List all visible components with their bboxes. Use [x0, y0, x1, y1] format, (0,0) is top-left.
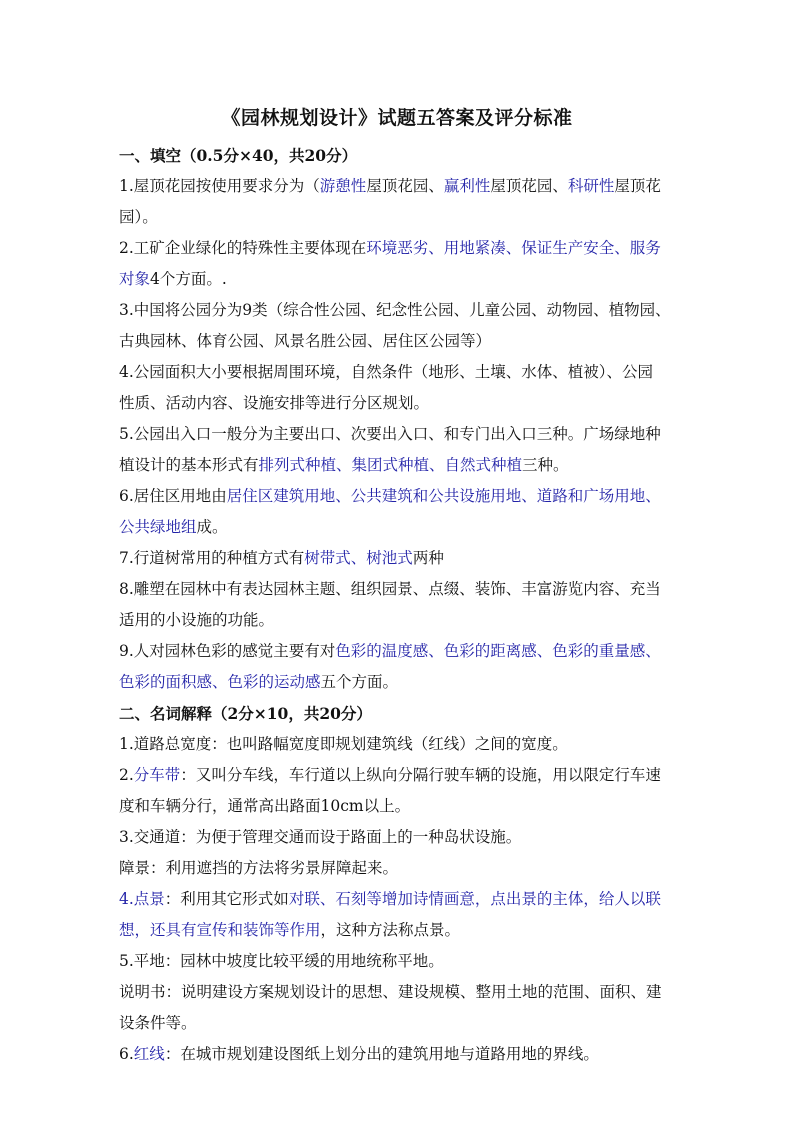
text-line [119, 419, 679, 450]
text-line [119, 636, 679, 667]
answer-highlight: 游憩性 [319, 177, 367, 195]
text-line [119, 884, 679, 915]
text-segment: 二、名词解释（2分×10，共20分） [119, 704, 372, 723]
text-segment: 5.平地：园林中坡度比较平缓的用地统称平地。 [119, 952, 444, 970]
text-segment: 古典园林、体育公园、风景名胜公园、居住区公园等） [119, 332, 492, 350]
text-line [119, 450, 679, 481]
text-segment: 9.人对园林色彩的感觉主要有对 [119, 642, 336, 660]
text-line [119, 233, 679, 264]
text-line [119, 357, 679, 388]
text-segment: 6. [119, 1045, 134, 1063]
text-line [119, 915, 679, 946]
text-segment: 障景：利用遮挡的方法将劣景屏障起来。 [119, 859, 399, 877]
text-line [119, 605, 679, 636]
text-segment: 三种。 [522, 456, 569, 474]
answer-highlight: 居住区建筑用地、公共建筑和公共设施用地、道路和广场用地、 [226, 487, 661, 505]
text-line [119, 977, 679, 1008]
answer-highlight: 想，还具有宣传和装饰等作用 [119, 921, 321, 939]
text-line [119, 791, 679, 822]
text-segment: 屋顶花 [614, 177, 661, 195]
answer-highlight: 红线 [133, 1045, 165, 1063]
answer-highlight: 科研性 [567, 177, 615, 195]
text-segment: ：又叫分车线，车行道以上纵向分隔行驶车辆的设施，用以限定行车速 [180, 766, 661, 784]
text-segment: 屋顶花园、 [366, 177, 444, 195]
answer-highlight: 对联、石刻等增加诗情画意，点出景的主体，给人以联 [288, 890, 661, 908]
text-segment: 6.居住区用地由 [119, 487, 227, 505]
text-segment: 3.交通道：为便于管理交通而设于路面上的一种岛状设施。 [119, 828, 522, 846]
text-segment: 一、填空（0.5分×40，共20分） [119, 146, 358, 165]
answer-highlight: 分车带 [133, 766, 181, 784]
text-segment: 1.屋顶花园按使用要求分为（ [119, 177, 320, 195]
text-line [119, 543, 679, 574]
section-heading [119, 140, 679, 171]
page-title: 《园林规划设计》试题五答案及评分标准 [221, 107, 573, 129]
answer-content [119, 140, 679, 1070]
text-line [119, 729, 679, 760]
text-line [119, 171, 679, 202]
text-segment: 说明书：说明建设方案规划设计的思想、建设规模、整用土地的范围、面积、建 [119, 983, 662, 1001]
text-segment: ：利用其它形式如 [164, 890, 289, 908]
answer-highlight: 色彩的温度感、色彩的距离感、色彩的重量感、 [335, 642, 661, 660]
text-segment: 7.行道树常用的种植方式有 [119, 549, 305, 567]
text-segment: 2.工矿企业绿化的特殊性主要体现在 [119, 239, 367, 257]
text-line [119, 481, 679, 512]
text-line [119, 202, 679, 233]
answer-highlight: 公共绿地组 [119, 518, 197, 536]
text-segment: 植设计的基本形式有 [119, 456, 259, 474]
text-line [119, 822, 679, 853]
answer-highlight: 赢利性 [443, 177, 491, 195]
text-line [119, 512, 679, 543]
text-line [119, 326, 679, 357]
text-segment: 4.公园面积大小要根据周围环境，自然条件（地形、土壤、水体、植被）、公园 [119, 363, 654, 381]
text-segment: 8.雕塑在园林中有表达园林主题、组织园景、点缀、装饰、丰富游览内容、充当 [119, 580, 661, 598]
text-line [119, 1039, 679, 1070]
text-segment: 适用的小设施的功能。 [119, 611, 275, 629]
text-segment: 园）。 [119, 208, 158, 226]
text-segment: 设条件等。 [119, 1014, 197, 1032]
text-segment: 成。 [196, 518, 228, 536]
text-segment: 五个方面。 [320, 673, 399, 691]
text-line [119, 1008, 679, 1039]
text-line [119, 853, 679, 884]
answer-highlight: 色彩的面积感、色彩的运动感 [119, 673, 321, 691]
text-segment: 度和车辆分行，通常高出路面10cm以上。 [119, 797, 411, 815]
answer-highlight: 环境恶劣、用地紧凑、保证生产安全、服务 [366, 239, 661, 257]
text-segment: 2. [119, 766, 134, 784]
text-segment: ，这种方法称点景。 [320, 921, 461, 939]
answer-highlight: 4.点景 [119, 890, 165, 908]
answer-highlight: 排列式种植、集团式种植、自然式种植 [258, 456, 523, 474]
answer-highlight: 树带式、树池式 [304, 549, 413, 567]
text-segment: 3.中国将公园分为9类（综合性公园、纪念性公园、儿童公园、动物园、植物园、 [119, 301, 671, 319]
answer-highlight: 对象 [119, 270, 151, 288]
text-segment: 屋顶花园、 [490, 177, 568, 195]
text-line [119, 388, 679, 419]
text-line [119, 667, 679, 698]
text-line [119, 295, 679, 326]
section-heading [119, 698, 679, 729]
text-segment: 4个方面。. [150, 270, 227, 288]
text-line [119, 264, 679, 295]
text-line [119, 760, 679, 791]
text-segment: ：在城市规划建设图纸上划分出的建筑用地与道路用地的界线。 [164, 1045, 599, 1063]
text-line [119, 946, 679, 977]
text-segment: 性质、活动内容、设施安排等进行分区规划。 [119, 394, 430, 412]
text-segment: 5.公园出入口一般分为主要出口、次要出入口、和专门出入口三种。广场绿地种 [119, 425, 661, 443]
text-segment: 1.道路总宽度：也叫路幅宽度即规划建筑线（红线）之间的宽度。 [119, 735, 568, 753]
text-line [119, 574, 679, 605]
text-segment: 两种 [412, 549, 444, 567]
